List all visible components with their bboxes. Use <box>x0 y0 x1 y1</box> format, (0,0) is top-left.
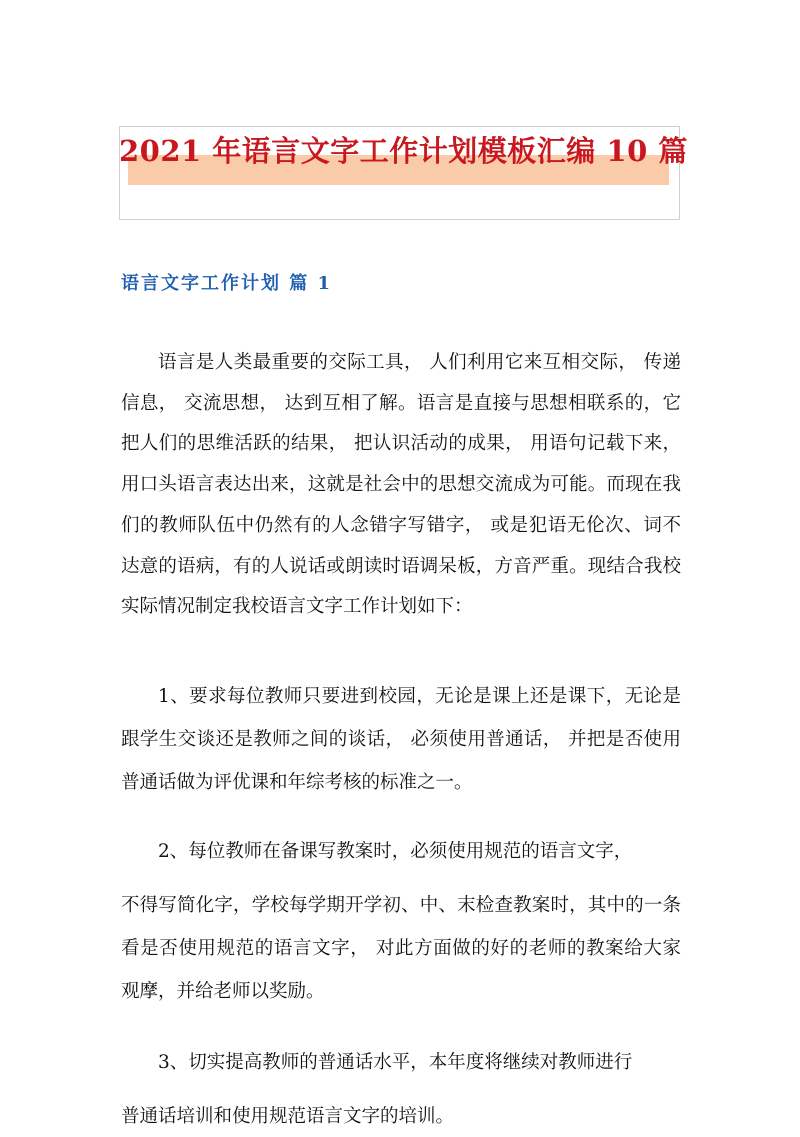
document-title: 2021 年语言文字工作计划模板汇编 10 篇 <box>119 134 688 168</box>
paragraph-item-2-continued: 不得写简化字，学校每学期开学初、中、末检查教案时，其中的一条看是否使用规范的语言文字， 对此方面做的好的老师的教案给大家观摩，并给老师以奖励。 <box>121 895 681 1002</box>
paragraph-intro: 语言是人类最重要的交际工具， 人们利用它来互相交际， 传递信息， 交流思想， 达到互相了解。语言是直接与思想相联系的，它把人们的思维活跃的结果， 把认识活动的成果， 用语句记载下来，用口头语言表达出来，这就是社会中的思想交流成为可能。而现在我们的教师队伍中仍然有的人念错字写错字， 或是犯语无伦次、词不达意的语病，有的人说话或朗读时语调呆板，方音严重。现结合我校实际情况制定我校语言文字工作计划如下： <box>121 352 681 618</box>
paragraph-item-3-first-line: 3、切实提高教师的普通话水平，本年度将继续对教师进行 <box>158 1052 633 1073</box>
paragraph-item-3-continued: 普通话培训和使用规范语言文字的培训。 <box>121 1106 455 1127</box>
paragraph-item-2-first-line: 2、每位教师在备课写教案时，必须使用规范的语言文字， <box>158 841 633 862</box>
paragraph-item-1: 1、要求每位教师只要进到校园，无论是课上还是课下，无论是跟学生交谈还是教师之间的谈话， 必须使用普通话， 并把是否使用普通话做为评优课和年综考核的标准之一。 <box>121 686 681 793</box>
section-heading: 语言文字工作计划 篇 1 <box>121 273 333 294</box>
